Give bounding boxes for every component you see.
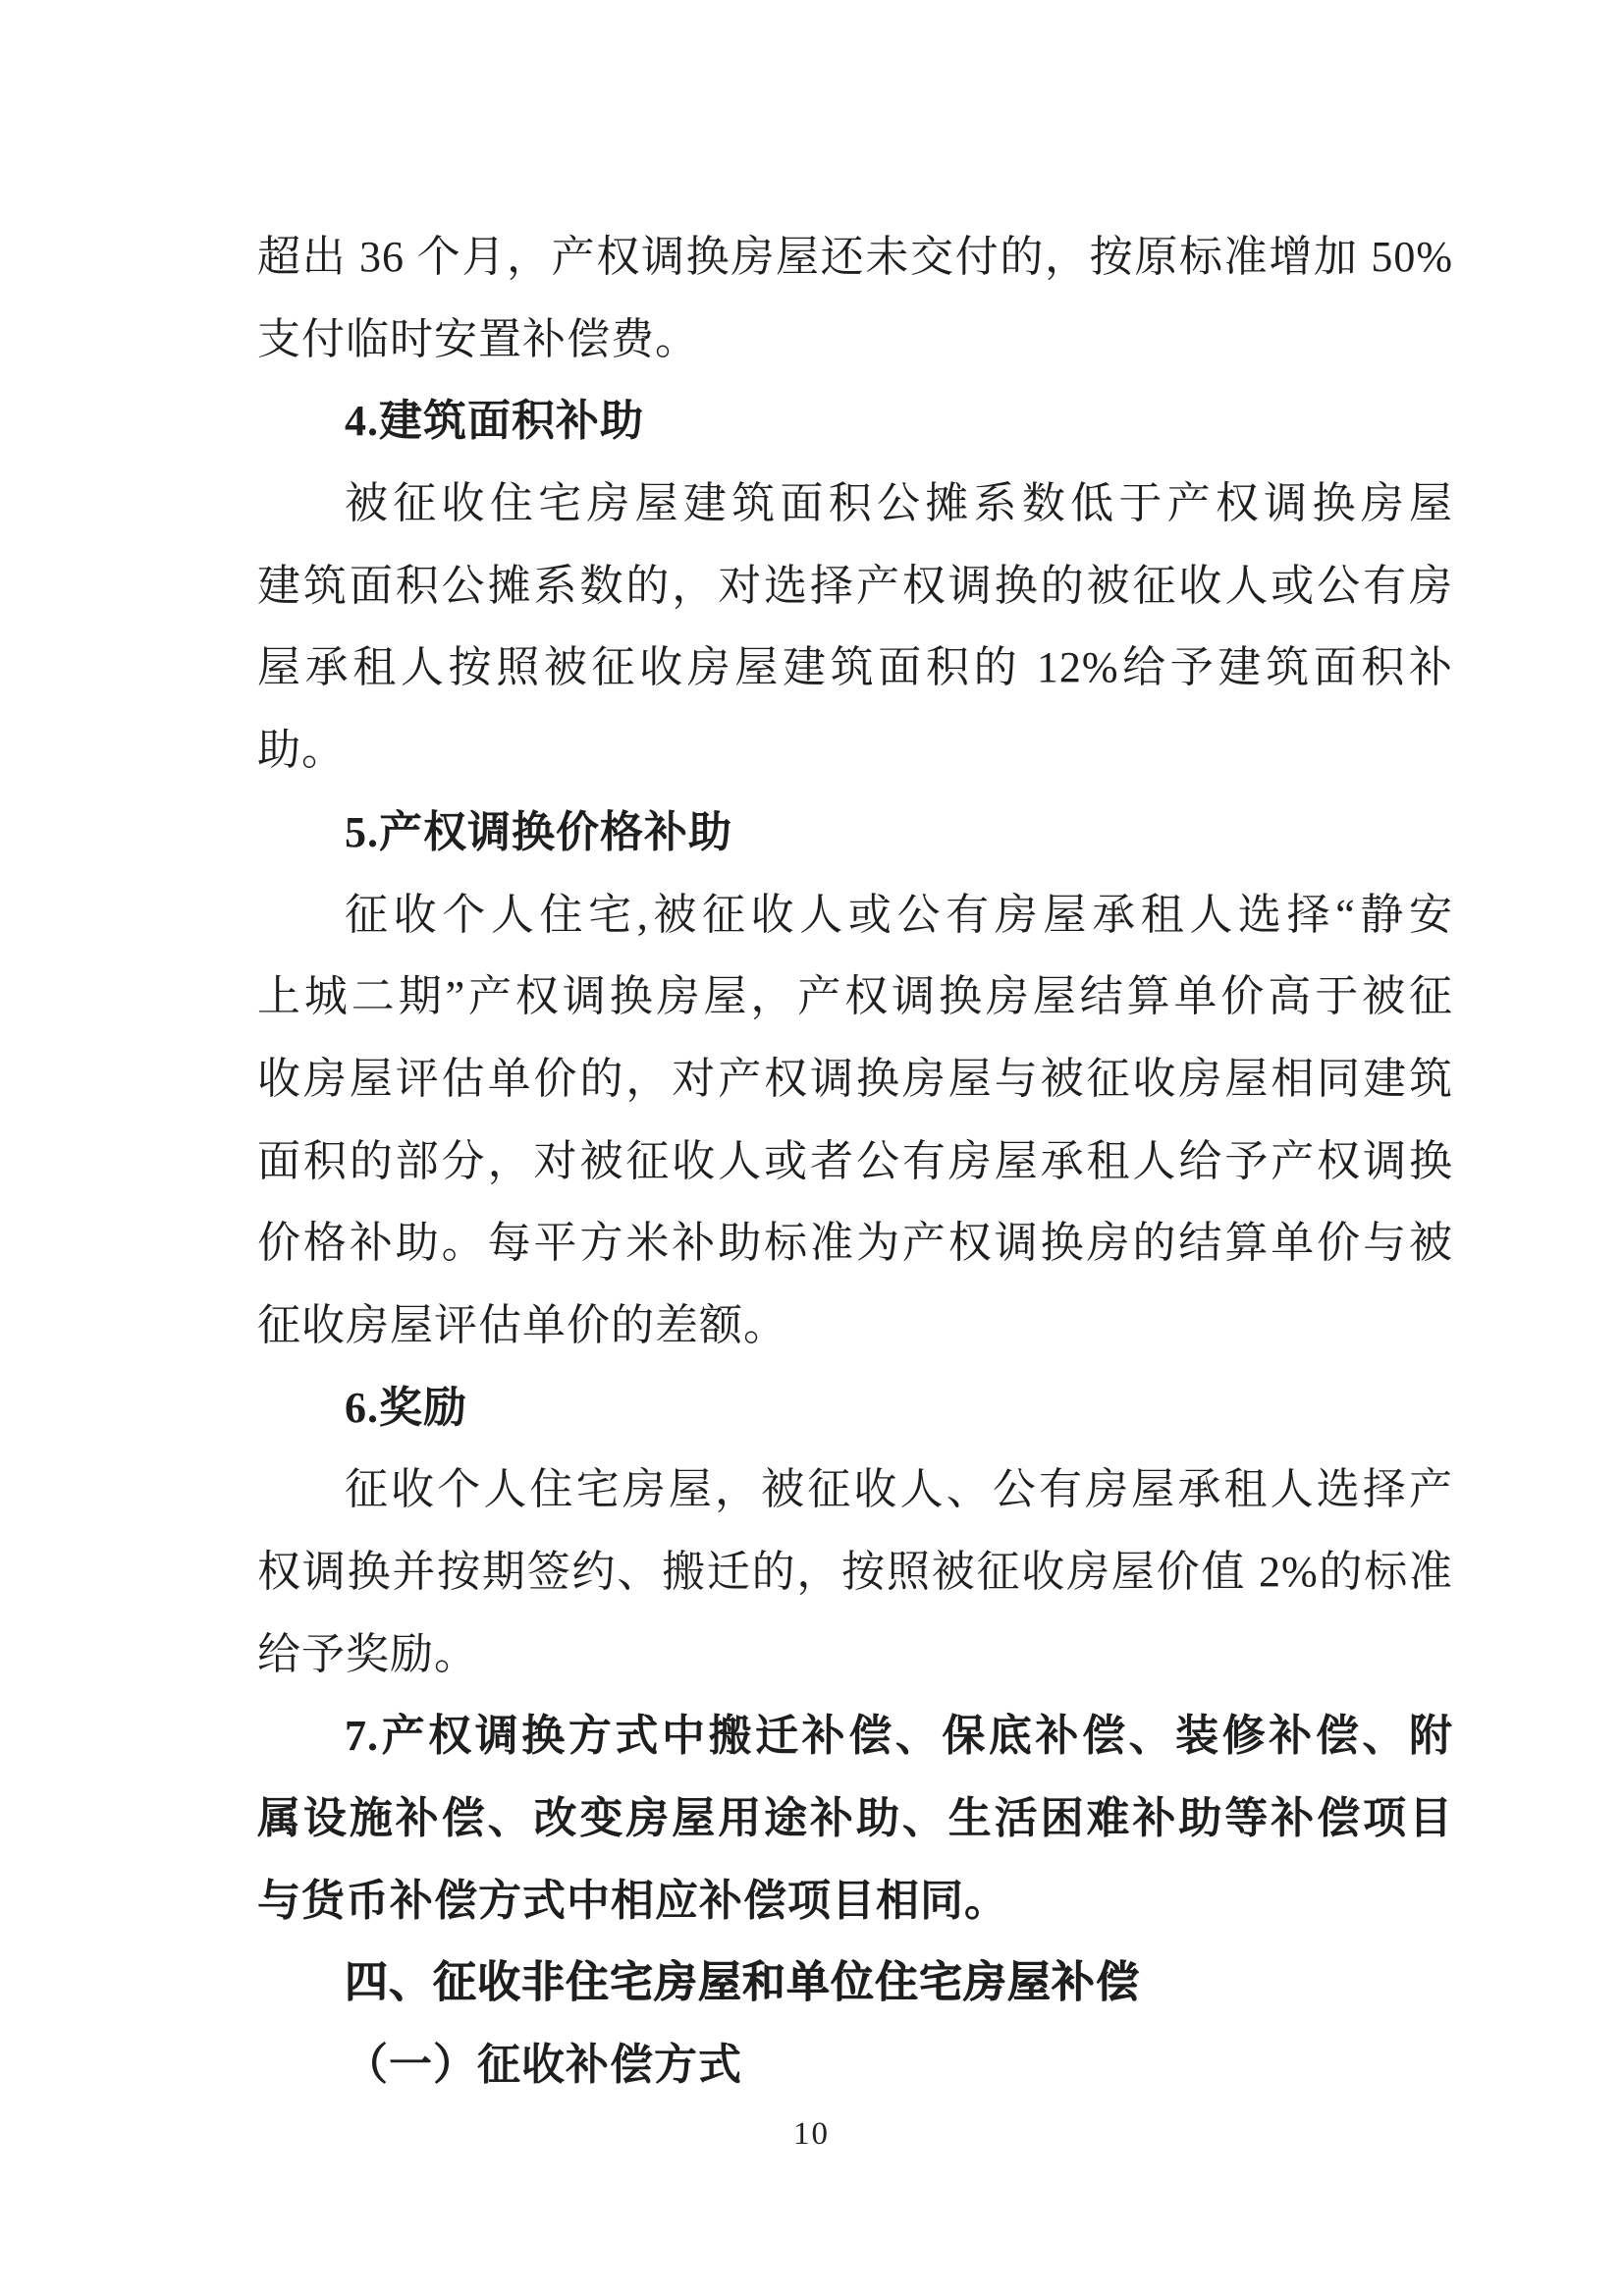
heading-7-swap-items-2: 属设施补偿、改变房屋用途补助、生活困难补助等补偿项目 [257, 1794, 1453, 1843]
body-line-temporary-placement-2: 支付临时安置补偿费。 [257, 314, 699, 363]
body-line-swap-price-3: 收房屋评估单价的，对产权调换房屋与被征收房屋相同建筑 [257, 1054, 1453, 1103]
body-line-temporary-placement-1: 超出 36 个月，产权调换房屋还未交付的，按原标准增加 50% [257, 233, 1453, 281]
heading-4-building-area-subsidy: 4.建筑面积补助 [345, 397, 644, 446]
body-line-building-area-1: 被征收住宅房屋建筑面积公摊系数低于产权调换房屋 [345, 479, 1453, 528]
body-line-building-area-2: 建筑面积公摊系数的，对选择产权调换的被征收人或公有房 [257, 561, 1453, 610]
body-line-building-area-4: 助。 [257, 726, 346, 775]
heading-7-swap-items-3: 与货币补偿方式中相应补偿项目相同。 [257, 1876, 1008, 1925]
heading-subsection-1-compensation-method: （一）征收补偿方式 [345, 2041, 742, 2090]
heading-5-swap-price-subsidy: 5.产权调换价格补助 [345, 807, 732, 856]
page-number: 10 [793, 2116, 830, 2152]
body-line-swap-price-4: 面积的部分，对被征收人或者公有房屋承租人给予产权调换 [257, 1136, 1453, 1185]
body-line-swap-price-5: 价格补助。每平方米补助标准为产权调换房的结算单价与被 [257, 1219, 1453, 1268]
body-line-reward-2: 权调换并按期签约、搬迁的，按照被征收房屋价值 2%的标准 [257, 1548, 1453, 1596]
body-line-building-area-3: 屋承租人按照被征收房屋建筑面积的 12%给予建筑面积补 [257, 643, 1453, 692]
body-line-reward-3: 给予奖励。 [257, 1629, 478, 1678]
body-line-swap-price-1: 征收个人住宅,被征收人或公有房屋承租人选择“静安 [345, 890, 1453, 939]
heading-section-4-non-residential: 四、征收非住宅房屋和单位住宅房屋补偿 [345, 1958, 1140, 2007]
body-line-swap-price-2: 上城二期”产权调换房屋，产权调换房屋结算单价高于被征 [257, 972, 1453, 1021]
body-line-swap-price-6: 征收房屋评估单价的差额。 [257, 1300, 787, 1349]
body-line-reward-1: 征收个人住宅房屋，被征收人、公有房屋承租人选择产 [345, 1465, 1453, 1514]
document-text-block [257, 216, 1453, 2106]
heading-6-reward: 6.奖励 [345, 1383, 467, 1432]
heading-7-swap-items-1: 7.产权调换方式中搬迁补偿、保底补偿、装修补偿、附 [345, 1712, 1453, 1761]
